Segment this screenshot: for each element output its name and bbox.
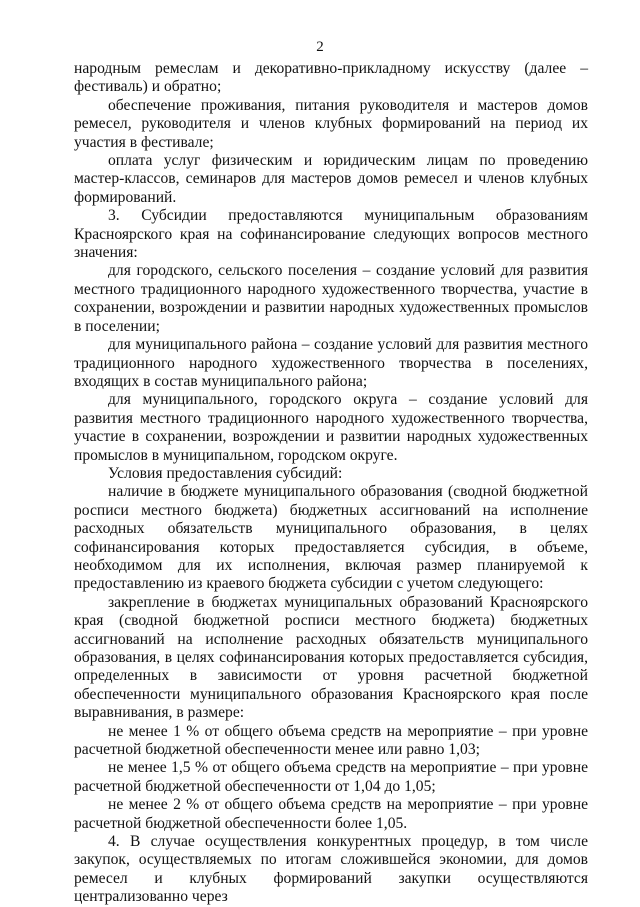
paragraph-accommodation: обеспечение проживания, питания руководителя и мастеров домов ремесел, руководителя и членов клубных формирований на период их участия в фестивале; [74,96,588,151]
paragraph-budget-allocation: закрепление в бюджетах муниципальных образований Красноярского края (сводной бюджетной росписи местного бюджета) бюджетных ассигнований на исполнение расходных обязательств муниципального образования, в целях софинансирования которых предоставляется субсидия, определенных в зависимости от уровня расчетной бюджетной обеспеченности муниципального образования Красноярского края после выравнивания, в размере: [74,593,588,722]
paragraph-rate-2: не менее 2 % от общего объема средств на мероприятие – при уровне расчетной бюджетной обеспеченности более 1,05. [74,796,588,832]
document-body [74,60,588,907]
page-number: 2 [316,39,324,55]
paragraph-settlement: для городского, сельского поселения – создание условий для развития местного традиционного народного художественного творчества, участие в сохранении, возрождении и развитии народных художественных промыслов в поселении; [74,262,588,335]
paragraph-festival-continuation: народным ремеслам и декоративно-прикладному искусству (далее – фестиваль) и обратно; [74,60,588,96]
paragraph-budget-availability: наличие в бюджете муниципального образования (сводной бюджетной росписи местного бюджета) бюджетных ассигнований на исполнение расходных обязательств муниципального образования, в целях софинансирования которых предоставляется субсидия, в объеме, необходимом для их исполнения, включая размер планируемой к предоставлению из краевого бюджета субсидии с учетом следующего: [74,483,588,593]
paragraph-rate-1-5: не менее 1,5 % от общего объема средств на мероприятие – при уровне расчетной бюджетной обеспеченности от 1,04 до 1,05; [74,759,588,795]
paragraph-municipal-okrug: для муниципального, городского округа – создание условий для развития местного традиционного народного художественного творчества, участие в сохранении, возрождении и развитии народных художественных промыслов в муниципальном, городском округе. [74,391,588,464]
paragraph-municipal-district: для муниципального района – создание условий для развития местного традиционного народного художественного творчества в поселениях, входящих в состав муниципального района; [74,336,588,390]
paragraph-item-4: 4. В случае осуществления конкурентных процедур, в том числе закупок, осуществляемых по итогам сложившейся экономии, для домов ремесел и клубных формирований закупки осуществляются централизованно через [74,833,588,906]
paragraph-rate-1: не менее 1 % от общего объема средств на мероприятие – при уровне расчетной бюджетной обеспеченности менее или равно 1,03; [74,722,588,759]
paragraph-conditions-heading: Условия предоставления субсидий: [108,464,343,482]
paragraph-item-3: 3. Субсидии предоставляются муниципальным образованиям Красноярского края на софинансирование следующих вопросов местного значения: [74,207,588,262]
paragraph-master-classes: оплата услуг физическим и юридическим лицам по проведению мастер-классов, семинаров для мастеров домов ремесел и членов клубных формирований. [74,152,588,206]
